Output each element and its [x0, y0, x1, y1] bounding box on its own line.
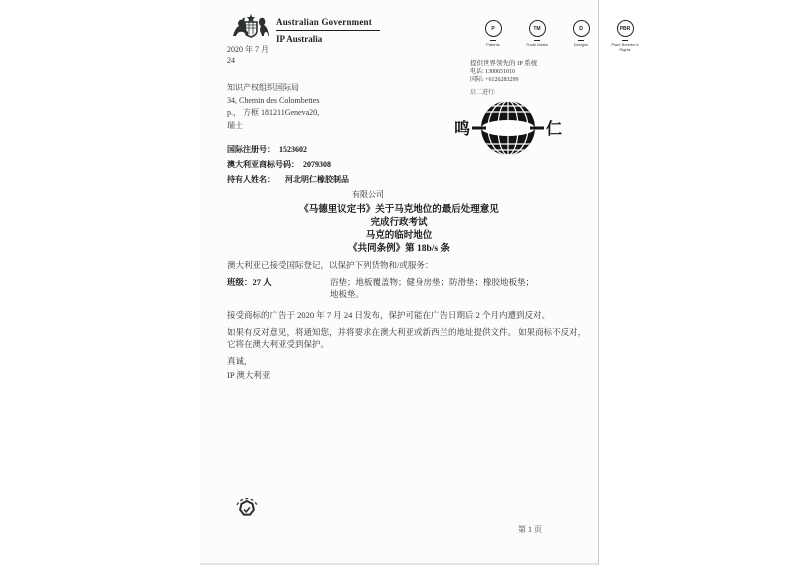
- letter-date: [227, 44, 269, 66]
- class-label: 班级：27 人: [227, 277, 272, 287]
- title-line-4: 《共同条例》第 18b/s 条: [348, 244, 450, 254]
- au-tm-label: 澳大利亚商标号码：: [227, 160, 299, 169]
- phone-line: [470, 68, 519, 76]
- certification-stamp-icon: [234, 496, 260, 527]
- date-line-1: 2020 年 7 月: [227, 45, 269, 54]
- class-goods-row: [227, 276, 579, 300]
- closing: 真诚，: [227, 356, 253, 366]
- goods-line-2: 地板垫。: [330, 289, 365, 299]
- address-line: 瑞士: [227, 120, 243, 130]
- trademark-left-character: 鸣: [454, 121, 471, 138]
- icon-tick: [622, 40, 628, 41]
- icon-tick: [578, 40, 584, 41]
- contact-block: [470, 68, 519, 84]
- holder-label: 持有人姓名：: [227, 175, 275, 184]
- intl-reg-label: 国际注册号：: [227, 145, 275, 154]
- title-line-1: 《马德里议定书》关于马克地位的最后处理意见: [299, 205, 499, 215]
- pbr-circle: PBR: [617, 20, 634, 37]
- signature: IP 澳大利亚: [227, 370, 271, 380]
- advertisement-paragraph: 接受商标的广告于 2020 年 7 月 24 日发布，保护可能在广告日期后 2 个月内遭到反对。: [227, 310, 551, 320]
- trademark-globe-logo: [452, 98, 562, 165]
- address-line: p.， 方框 181211Geneva20,: [227, 108, 320, 117]
- patents-circle: P: [485, 20, 502, 37]
- trademark-right-character: 仁: [546, 121, 562, 138]
- document-page: [200, 0, 639, 565]
- mark-caption: 启二进行:: [470, 90, 496, 96]
- intl-registration-row: [227, 145, 384, 155]
- patents-icon: [476, 20, 510, 52]
- intl-number: +6126283299: [485, 77, 519, 83]
- agency-header: [276, 17, 406, 44]
- au-trademark-row: [227, 160, 384, 170]
- trademarks-circle: TM: [529, 20, 546, 37]
- designs-label: Designs: [573, 42, 589, 47]
- pbr-icon: [608, 20, 642, 52]
- tagline: 提供世界领先的 IP 系统: [470, 60, 538, 67]
- icon-tick: [534, 40, 540, 41]
- designs-icon: [564, 20, 598, 52]
- letter-title-block: [200, 204, 598, 256]
- date-line-2: 24: [227, 56, 235, 65]
- title-line-3: 马克的临时地位: [365, 231, 433, 241]
- registration-fields: [227, 145, 384, 200]
- trademarks-icon: [520, 20, 554, 52]
- intl-line: [470, 76, 519, 84]
- header-divider: [276, 30, 380, 31]
- au-tm-value: 2079308: [303, 160, 331, 169]
- recipient-address: [227, 82, 319, 132]
- address-line: 知识产权组织国际局: [227, 83, 299, 92]
- patents-label: Patents: [486, 42, 500, 47]
- holder-value: 河北明仁橡胶制品: [285, 175, 349, 184]
- title-line-2: 完成行政考试: [370, 218, 428, 228]
- holder-name-continued: 有限公司: [352, 190, 384, 199]
- government-title: Australian Government: [276, 17, 372, 27]
- designs-circle: D: [573, 20, 590, 37]
- ip-rights-icons: [476, 20, 642, 52]
- icon-tick: [490, 40, 496, 41]
- body-intro: 澳大利亚已接受国际登记，以保护下列货物和/或服务：: [227, 260, 434, 270]
- agency-name: IP Australia: [276, 34, 323, 44]
- pbr-label: Plant Breeder's Rights: [611, 42, 639, 52]
- intl-label: 国际:: [470, 77, 484, 83]
- holder-row: [227, 175, 384, 185]
- trademarks-label: Trade Marks: [525, 42, 549, 47]
- opposition-paragraph: 如果有反对意见，将通知您，并将要求在澳大利亚或新西兰的地址提供文件。 如果商标不反对，它将在澳大利亚受到保护。: [227, 327, 587, 349]
- intl-reg-value: 1523602: [279, 145, 307, 154]
- page-number: 第 1 页: [518, 525, 542, 534]
- phone-label: 电话:: [470, 69, 484, 75]
- goods-line-1: 浴垫；地板覆盖物；健身房垫；防滑垫；橡胶地板垫；: [330, 277, 535, 287]
- goods-list: [330, 276, 575, 300]
- address-line: 34, Chemin des Colombettes: [227, 95, 320, 105]
- phone-number: 1300651010: [485, 69, 516, 75]
